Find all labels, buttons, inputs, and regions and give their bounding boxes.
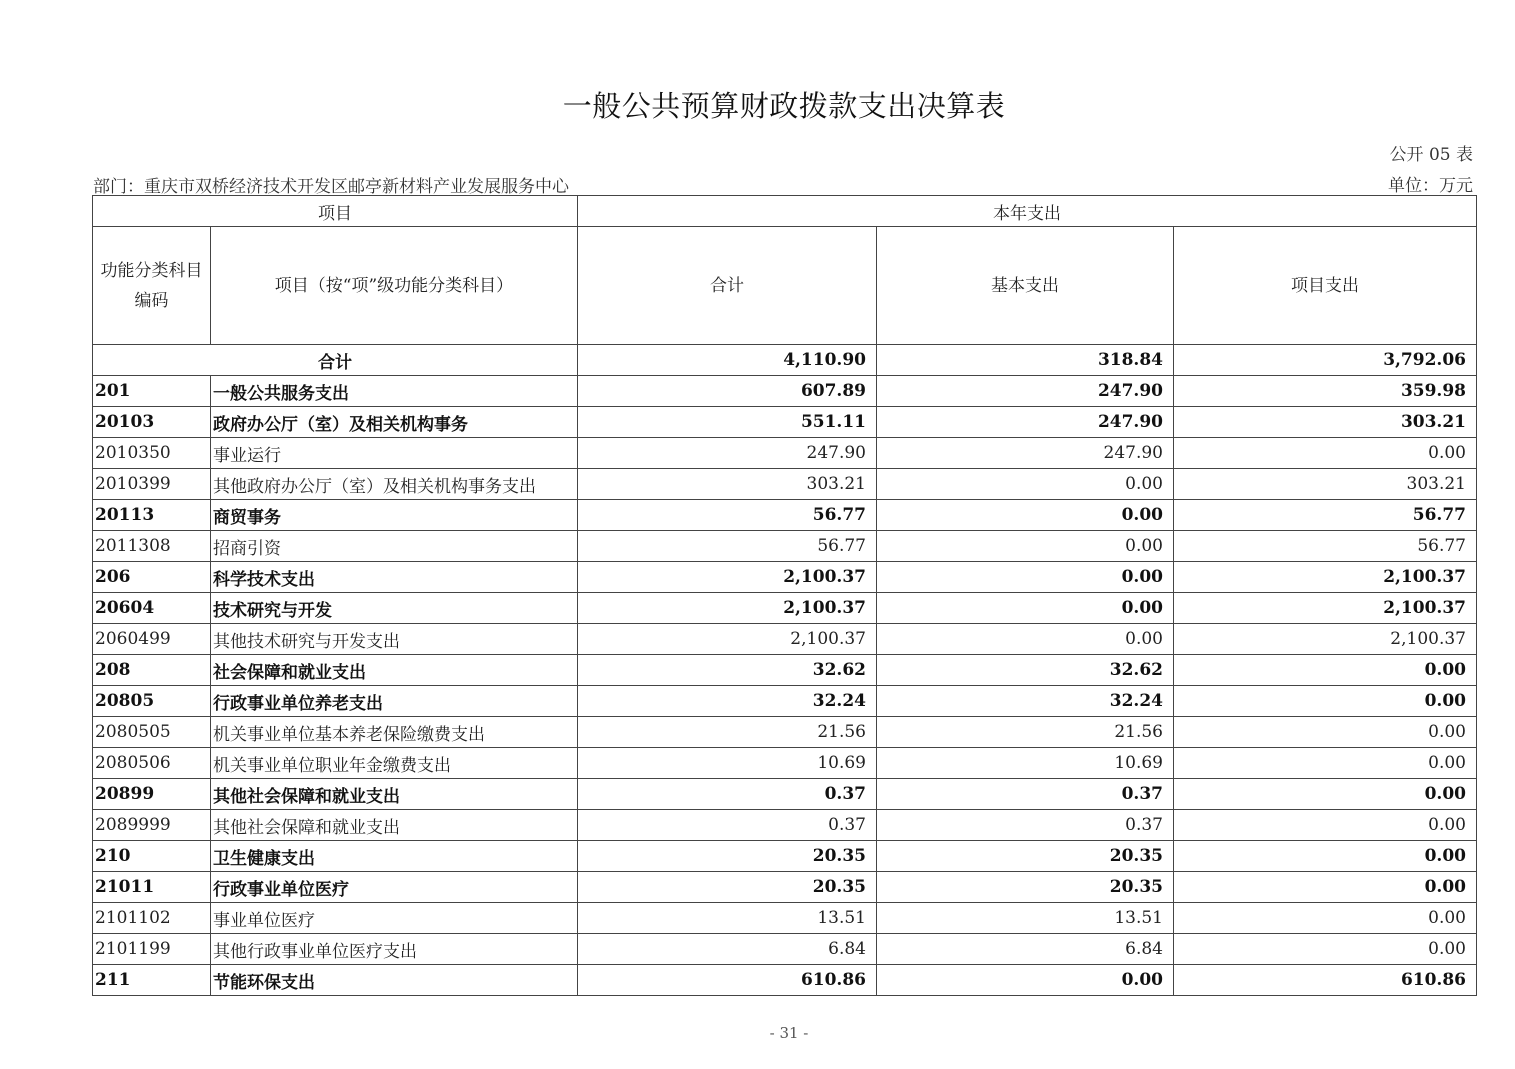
row-name: 行政事业单位养老支出 [211,686,578,717]
row-code: 208 [93,655,211,686]
row-basic: 247.90 [877,376,1174,407]
row-name: 其他社会保障和就业支出 [211,810,578,841]
header-total: 合计 [578,227,877,345]
row-name: 节能环保支出 [211,965,578,996]
row-total: 303.21 [578,469,877,500]
row-project: 0.00 [1174,903,1477,934]
row-basic: 32.62 [877,655,1174,686]
row-basic: 32.24 [877,686,1174,717]
row-code: 210 [93,841,211,872]
row-project: 0.00 [1174,779,1477,810]
row-total: 2,100.37 [578,624,877,655]
header-project-expenditure: 项目支出 [1174,227,1477,345]
row-code: 2080505 [93,717,211,748]
row-name: 技术研究与开发 [211,593,578,624]
table-row [93,841,1477,872]
row-name: 商贸事务 [211,500,578,531]
table-row [93,934,1477,965]
page-number: - 31 - [769,1024,809,1042]
row-basic: 20.35 [877,872,1174,903]
table-row [93,717,1477,748]
row-basic: 20.35 [877,841,1174,872]
row-basic: 21.56 [877,717,1174,748]
row-name: 其他行政事业单位医疗支出 [211,934,578,965]
row-code: 20899 [93,779,211,810]
row-name: 行政事业单位医疗 [211,872,578,903]
row-basic: 247.90 [877,407,1174,438]
row-code: 2080506 [93,748,211,779]
row-project: 56.77 [1174,500,1477,531]
row-total: 20.35 [578,841,877,872]
row-name: 其他社会保障和就业支出 [211,779,578,810]
row-basic: 0.37 [877,779,1174,810]
total-basic: 318.84 [877,345,1174,376]
row-name: 科学技术支出 [211,562,578,593]
table-row [93,562,1477,593]
row-project: 0.00 [1174,655,1477,686]
row-total: 2,100.37 [578,593,877,624]
row-code: 2089999 [93,810,211,841]
unit-label: 单位：万元 [1388,176,1473,196]
page-title: 一般公共预算财政拨款支出决算表 [562,89,1006,123]
row-name: 一般公共服务支出 [211,376,578,407]
row-project: 2,100.37 [1174,593,1477,624]
row-basic: 0.00 [877,469,1174,500]
row-project: 0.00 [1174,810,1477,841]
row-code: 2010350 [93,438,211,469]
row-basic: 0.00 [877,500,1174,531]
table-row [93,376,1477,407]
row-basic: 0.37 [877,810,1174,841]
table-row [93,810,1477,841]
department-label: 部门：重庆市双桥经济技术开发区邮亭新材料产业发展服务中心 [93,177,569,197]
row-total: 32.24 [578,686,877,717]
row-total: 32.62 [578,655,877,686]
row-name: 其他技术研究与开发支出 [211,624,578,655]
table-row [93,872,1477,903]
row-name: 政府办公厅（室）及相关机构事务 [211,407,578,438]
row-name: 机关事业单位基本养老保险缴费支出 [211,717,578,748]
row-project: 0.00 [1174,438,1477,469]
row-basic: 247.90 [877,438,1174,469]
expenditure-table [92,195,1477,996]
table-row [93,438,1477,469]
row-project: 0.00 [1174,717,1477,748]
row-code: 201 [93,376,211,407]
row-code: 2101102 [93,903,211,934]
row-total: 607.89 [578,376,877,407]
row-total: 13.51 [578,903,877,934]
row-code: 211 [93,965,211,996]
row-name: 事业单位医疗 [211,903,578,934]
row-project: 0.00 [1174,686,1477,717]
row-code: 20103 [93,407,211,438]
table-row [93,469,1477,500]
table-row [93,500,1477,531]
row-basic: 10.69 [877,748,1174,779]
row-code: 2011308 [93,531,211,562]
row-total: 20.35 [578,872,877,903]
row-basic: 0.00 [877,593,1174,624]
header-code: 功能分类科目编码 [93,227,211,345]
row-code: 21011 [93,872,211,903]
row-total: 56.77 [578,500,877,531]
header-current-year: 本年支出 [578,196,1477,227]
row-total: 2,100.37 [578,562,877,593]
row-basic: 0.00 [877,531,1174,562]
row-code: 20113 [93,500,211,531]
row-total: 10.69 [578,748,877,779]
row-code: 20805 [93,686,211,717]
row-name: 卫生健康支出 [211,841,578,872]
row-basic: 0.00 [877,624,1174,655]
row-project: 0.00 [1174,748,1477,779]
row-basic: 0.00 [877,562,1174,593]
row-total: 56.77 [578,531,877,562]
total-label: 合计 [93,345,578,376]
row-project: 359.98 [1174,376,1477,407]
row-name: 社会保障和就业支出 [211,655,578,686]
row-code: 20604 [93,593,211,624]
table-row [93,407,1477,438]
row-code: 2060499 [93,624,211,655]
table-row [93,593,1477,624]
table-row [93,779,1477,810]
table-row [93,531,1477,562]
header-project: 项目 [93,196,578,227]
row-total: 6.84 [578,934,877,965]
header-basic: 基本支出 [877,227,1174,345]
row-total: 0.37 [578,810,877,841]
row-name: 事业运行 [211,438,578,469]
row-basic: 6.84 [877,934,1174,965]
row-project: 2,100.37 [1174,624,1477,655]
row-total: 610.86 [578,965,877,996]
row-total: 247.90 [578,438,877,469]
row-basic: 13.51 [877,903,1174,934]
table-row [93,655,1477,686]
row-project: 0.00 [1174,872,1477,903]
row-project: 0.00 [1174,841,1477,872]
total-sum: 4,110.90 [578,345,877,376]
row-total: 0.37 [578,779,877,810]
row-project: 2,100.37 [1174,562,1477,593]
row-project: 56.77 [1174,531,1477,562]
table-row [93,965,1477,996]
form-number: 公开 05 表 [1389,145,1473,165]
row-basic: 0.00 [877,965,1174,996]
header-item: 项目（按“项”级功能分类科目） [211,227,578,345]
row-project: 303.21 [1174,469,1477,500]
row-name: 其他政府办公厅（室）及相关机构事务支出 [211,469,578,500]
row-name: 招商引资 [211,531,578,562]
row-total: 21.56 [578,717,877,748]
row-project: 0.00 [1174,934,1477,965]
row-total: 551.11 [578,407,877,438]
row-project: 303.21 [1174,407,1477,438]
table-row [93,748,1477,779]
row-code: 2101199 [93,934,211,965]
table-row [93,903,1477,934]
row-name: 机关事业单位职业年金缴费支出 [211,748,578,779]
row-code: 2010399 [93,469,211,500]
table-row [93,624,1477,655]
row-project: 610.86 [1174,965,1477,996]
table-row [93,686,1477,717]
row-code: 206 [93,562,211,593]
total-row [93,345,1477,376]
total-project: 3,792.06 [1174,345,1477,376]
